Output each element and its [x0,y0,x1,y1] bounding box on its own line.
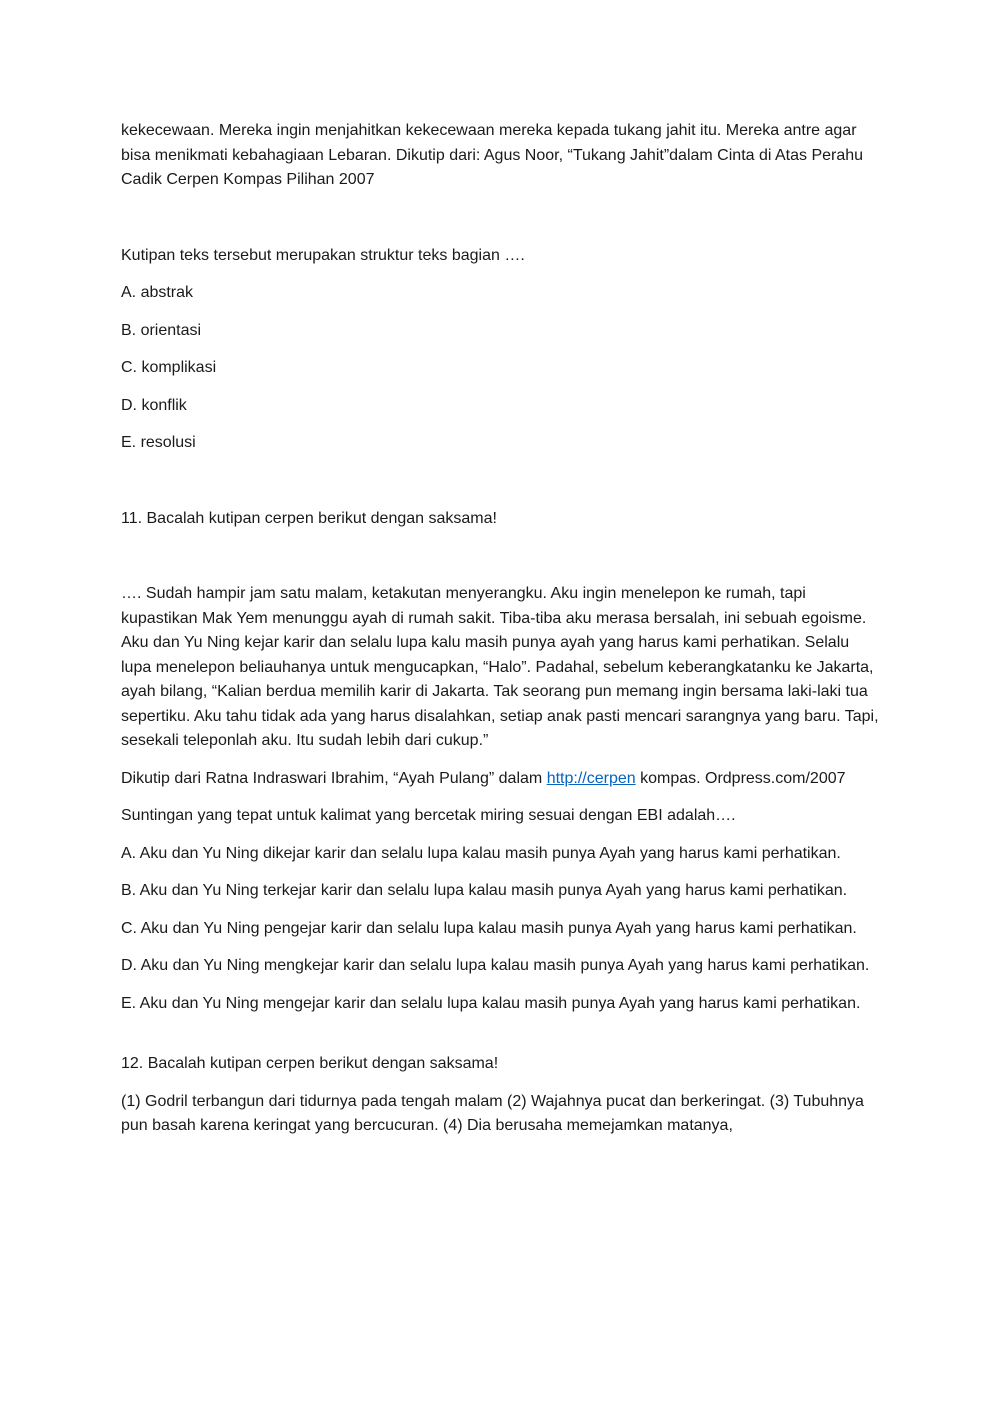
q11-heading: 11. Bacalah kutipan cerpen berikut dengan saksama! [121,509,497,527]
q12-heading: 12. Bacalah kutipan cerpen berikut dengan saksama! [121,1055,499,1072]
q11-passage: …. Sudah hampir jam satu malam, ketakutan menyerangku. Aku ingin menelepon ke rumah, tapi kupastikan Mak Yem menunggu ayah di rumah sakit. Tiba-tiba aku merasa bersalah, ini sebuah egoisme. Aku dan Yu Ning kejar karir dan selalu lupa kalu masih punya ayah yang harus kami perhatikan. Selalu lupa menelepon beliauhanya untuk mengucapkan, “Halo”. Padahal, sebelum keberangkatanku ke Jakarta, ayah bilang, “Kalian berdua memilih karir di Jakarta. Tak seorang pun memang ingin bersama laki-laki tua sepertiku. Aku tahu tidak ada yang harus disalahkan, setiap anak pasti mencari sarangnya yang baru. Tapi, sesekali teleponlah aku. Itu sudah lebih dari cukup.” [121,585,879,749]
q10-question: Kutipan teks tersebut merupakan struktur teks bagian …. [121,246,525,264]
q11-source [121,767,881,792]
intro-paragraph: kekecewaan. Mereka ingin menjahitkan kekecewaan mereka kepada tukang jahit itu. Mereka antre agar bisa menikmati kebahagiaan Lebaran. Dikutip dari: Agus Noor, “Tukang Jahit”dalam Cinta di Atas Perahu Cadik Cerpen Kompas Pilihan 2007 [121,122,864,188]
q11-source-suffix: kompas. Ordpress.com/2007 [635,769,846,787]
q11-source-link[interactable]: http://cerpen [546,769,636,787]
q11-option-e: E. Aku dan Yu Ning mengejar karir dan selalu lupa kalau masih punya Ayah yang harus kami perhatikan. [121,994,861,1012]
q10-option-b: B. orientasi [121,321,202,339]
q11-question: Suntingan yang tepat untuk kalimat yang bercetak miring sesuai dengan EBI adalah…. [121,807,736,824]
q11-source-prefix: Dikutip dari Ratna Indraswari Ibrahim, “Ayah Pulang” dalam [121,769,547,787]
q11-option-d: D. Aku dan Yu Ning mengkejar karir dan selalu lupa kalau masih punya Ayah yang harus kami perhatikan. [121,957,870,974]
q11-option-c: C. Aku dan Yu Ning pengejar karir dan selalu lupa kalau masih punya Ayah yang harus kami perhatikan. [121,919,857,937]
q10-option-d: D. konflik [121,396,187,414]
q11-option-b: B. Aku dan Yu Ning terkejar karir dan selalu lupa kalau masih punya Ayah yang harus kami perhatikan. [121,882,848,899]
q10-option-a: A. abstrak [121,284,194,301]
q10-option-c: C. komplikasi [121,359,217,376]
q12-passage: (1) Godril terbangun dari tidurnya pada tengah malam (2) Wajahnya pucat dan berkeringat. (3) Tubuhnya pun basah karena keringat yang bercucuran. (4) Dia berusaha memejamkan matanya, [121,1092,864,1134]
document-page [121,119,881,1152]
q10-option-e: E. resolusi [121,434,196,451]
q11-option-a: A. Aku dan Yu Ning dikejar karir dan selalu lupa kalau masih punya Ayah yang harus kami perhatikan. [121,844,841,862]
